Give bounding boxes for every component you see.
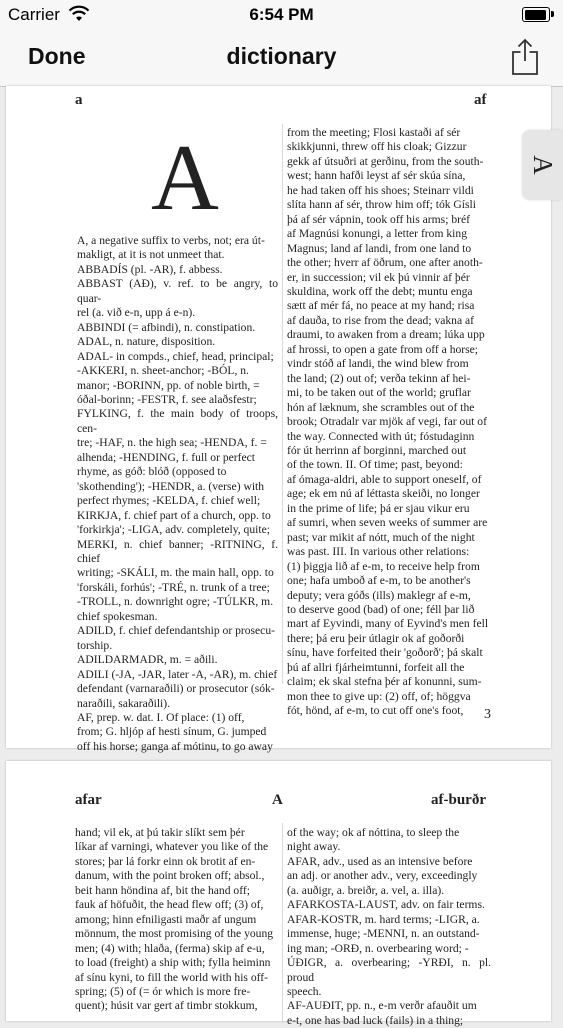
done-button[interactable]: Done	[28, 43, 86, 69]
section-initial-letter: A	[151, 126, 219, 230]
status-bar	[0, 0, 563, 30]
page-header-right: af	[474, 92, 487, 108]
letter-index-label: A	[528, 155, 558, 175]
nav-title: dictionary	[226, 43, 337, 69]
page-header-center: A	[272, 792, 283, 808]
column-divider	[282, 823, 283, 1023]
battery-icon	[522, 7, 550, 22]
page2-left-column: hand; vil ek, at þú takir slíkt sem þér líkar af varningi, whatever you like of the stores; þar lá forkr einn ok brotit af en- danum, with the point broken off; absol., beit hann höndina af, bit the hand off; fauk af höfuðit, the head flew off; (3) of, among; hinn efniligasti maðr af ungum mönnum, the most promising of the young men; (4) with; hlaða, (ferma) skip af e-u, to load (freight) a ship with; fylla heiminn af sínu kyni, to fill the world with his off- spring; (5) of (= ór which is more fre- quent); húsit var gert af timbr stokkum,	[75, 826, 274, 1013]
dictionary-page-3	[6, 86, 551, 753]
status-time: 6:54 PM	[249, 5, 314, 24]
page-header-left: a	[75, 92, 83, 108]
page-number: 3	[484, 707, 491, 722]
page-header-left: afar	[75, 792, 102, 808]
page1-left-column: A, a negative suffix to verbs, not; era út- makligt, at it is not unmeet that. ABBADÍS (pl. -AR), f. abbess. ABBAST (AÐ), v. ref. to be angry, to quar- rel (a. við e-n, upp á e-n). ABBINDI (= afbindi), n. constipation. ADAL, n. nature, disposition. ADAL- in compds., chief, head, principal; -AKKERI, n. sheet-anchor; -BÓL, n. manor; -BORINN, pp. of noble birth, = óðal-borinn; -FESTR, f. see alaðsfestr; FYLKING, f. the main body of troops, cen- tre; -HAF, n. the high sea; -HENDA, f. = alhenda; -HENDING, f. full or perfect rhyme, as góð: blóð (opposed to 'skothending'); -HENDR, a. (verse) with perfect rhymes; -KELDA, f. chief well; KIRKJA, f. chief part of a church, opp. to 'forkirkja'; -LIGA, adv. completely, quite; MERKI, n. chief banner; -RITNING, f. chief writing; -SKÁLI, m. the main hall, opp. to 'forskáli, forhús'; -TRÉ, n. trunk of a tree; -TROLL, n. downright ogre; -TÚLKR, m. chief spokesman. ADILD, f. chief defendantship or prosecu- torship. ADILDARMADR, m. = aðili. ADILI (-JA, -JAR, later -A, -AR), m. chief defendant (varnaraðili) or prosecutor (sók- naraðili, sakaraðili). AF, prep. w. dat. I. Of place: (1) off, from; G. hljóp af hesti sínum, G. jumped off his horse; ganga af mótinu, to go away	[77, 234, 278, 753]
column-divider	[282, 124, 283, 684]
dictionary-page-4	[6, 761, 551, 1027]
carrier-label: Carrier	[8, 5, 60, 24]
page-header-right: af-burðr	[431, 792, 486, 808]
page1-right-column: from the meeting; Flosi kastaði af sér skikkjunni, threw off his cloak; Gizzur gekk af útsuðri at gerðinu, from the south- west; hann hafði leyst af sér skúa sína, he had taken off his shoes; Steinarr vildi slíta hann af sér, throw him off; tók Gísli þá af sér vápnin, took off his arms; bréf af Magnúsi konungi, a letter from king Magnus; land af landi, from one land to the other; hverr af öðrum, one after anoth- er, in succession; vil ek þú vinnir af þér skuldina, work off the debt; muntu enga sætt af mér fá, no peace at my hand; risa af dauða, to rise from the dead; vakna af draumi, to awaken from a dream; lúka upp af hrossi, to open a gate from off a horse; vindr stóð af landi, the wind blew from the land; (2) out of; verða tekinn af hei- mi, to be taken out of the world; gruflar hón af læknum, she scrambles out of the brook; Otradalr var mjök af vegi, far out of the way. Connected with út; fóstudaginn fór út herrinn af borginni, marched out of the town. II. Of time; past, beyond: af ómaga-aldri, able to support oneself, of age; ek em nú af léttasta skeiði, no longer in the prime of life; þá er sjau vikur eru af sumri, when seven weeks of summer are past; var mikit af nótt, much of the night was past. III. In various other relations: (1) þiggja lið af e-m, to receive help from one; hafa umboð af e-m, to be another's deputy; vera góðs (ills) maklegr af e-m, to deserve good (bad) of one; féll þar lið mart af Eyvindi, many of Eyvind's men fell there; þá eru þeir útlagir ok af goðorði sínu, have forfeited their 'goðorð'; þá skalt þú af allri fjárheimtunni, forfeit all the claim; ek skal stefna þér af konunni, sum- mon thee to give up: (2) off, of; höggva fót, hönd, af e-m, to cut off one's foot,	[287, 126, 489, 718]
page2-right-column: of the way; ok af nóttina, to sleep the night away. AFAR, adv., used as an intensive before an adj. or another adv., very, exceedingly (a. auðigr, a. breiðr, a. vel, a. illa). AFARKOSTA-LAUST, adv. on fair terms. AFAR-KOSTR, m. hard terms; -LIGR, a. immense, huge; -MENNI, n. an outstand- ing man; -ORÐ, n. overbearing word; - ÚÐIGR, a. overbearing; -YRÐI, n. pl. proud speech. AF-AUÐIT, pp. n., e-m verðr afauðit um e-t, one has bad luck (fails) in a thing;	[287, 826, 491, 1027]
letter-index-tab[interactable]	[523, 130, 563, 200]
share-icon[interactable]	[511, 38, 539, 76]
navigation-bar	[0, 30, 563, 87]
